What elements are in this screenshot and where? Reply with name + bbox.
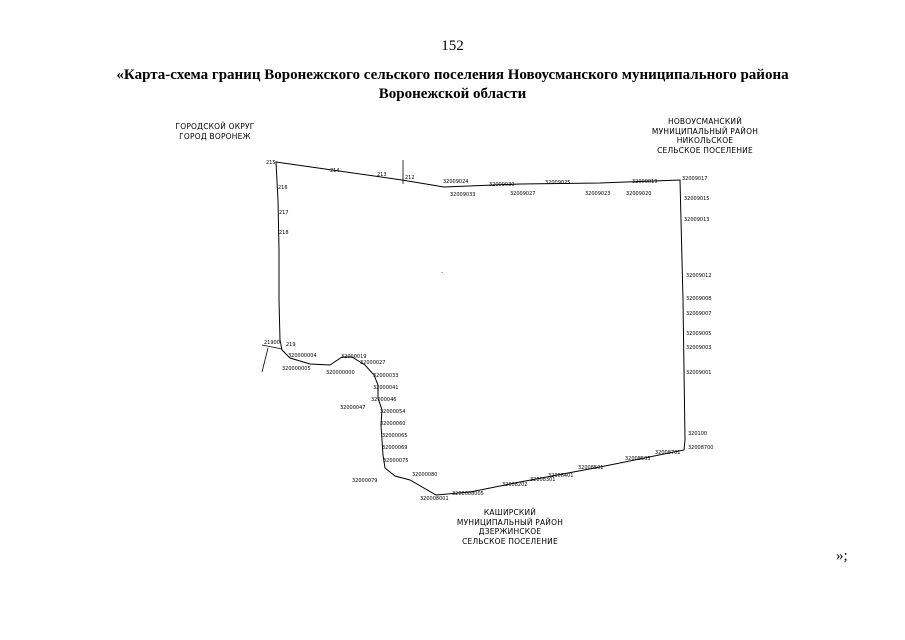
point-32000033: 32000033 [373, 373, 399, 379]
point-3200008005: 3200008005 [452, 491, 484, 497]
closing-quote: »; [836, 548, 848, 564]
point-32009030: 32009030 [489, 182, 515, 188]
point-32009007: 32009007 [686, 311, 712, 317]
region-dzerzhinskoe-line-2: МУНИЦИПАЛЬНЫЙ РАЙОН [456, 517, 564, 527]
region-nikolskoe-line-3: НИКОЛЬСКОЕ [676, 136, 734, 145]
point-320000004: 320000004 [288, 353, 317, 359]
point-32009020: 32009020 [626, 191, 652, 197]
region-nikolskoe-line-4: СЕЛЬСКОЕ ПОСЕЛЕНИЕ [657, 145, 753, 155]
point-32009019: 32009019 [632, 179, 658, 185]
title-line-2: Воронежской области [378, 86, 527, 102]
region-nikolskoe-line-2: МУНИЦИПАЛЬНЫЙ РАЙОН [651, 126, 759, 136]
point-32000060: 32000060 [380, 421, 406, 427]
settlement-boundary [276, 162, 685, 495]
point-32009003: 32009003 [686, 345, 712, 351]
point-218: 218 [279, 230, 289, 236]
point-32009023: 32009023 [585, 191, 611, 197]
point-32009027: 32009027 [510, 191, 536, 197]
point-32009025: 32009025 [545, 180, 571, 186]
point-219: 219 [286, 342, 296, 348]
point-32009015: 32009015 [684, 196, 710, 202]
point-32000041: 32000041 [373, 385, 399, 391]
region-dzerzhinskoe-line-1: КАШИРСКИЙ [483, 508, 537, 517]
point-320000000: 320000000 [326, 370, 355, 376]
center-mark: · [441, 269, 444, 277]
point-320100: 320100 [688, 431, 708, 437]
point-32000069: 32000069 [382, 445, 408, 451]
point-32000075: 32000075 [383, 458, 409, 464]
point-32008701: 32008701 [655, 450, 681, 456]
title-line-1: «Карта-схема границ Воронежского сельского поселения Новоусманского муниципального района [116, 67, 789, 83]
point-32000065: 32000065 [382, 433, 408, 439]
region-dzerzhinskoe-line-4: СЕЛЬСКОЕ ПОСЕЛЕНИЕ [462, 536, 558, 546]
point-32000079: 32000079 [352, 478, 378, 484]
point-320008001: 320008001 [420, 496, 449, 502]
point-32009005: 32009005 [686, 331, 712, 337]
region-voronezh-line-1: ГОРОДСКОЙ ОКРУГ [175, 122, 255, 131]
point-32008501: 32008501 [578, 465, 604, 471]
point-32000027: 32000027 [360, 360, 386, 366]
point-32009017: 32009017 [682, 176, 708, 182]
point-215: 215 [266, 160, 276, 166]
point-32009001: 32009001 [686, 370, 712, 376]
page-number: 152 [441, 38, 464, 54]
point-32009013: 32009013 [684, 217, 710, 223]
point-216: 216 [278, 185, 288, 191]
point-320000005: 320000005 [282, 366, 311, 372]
point-32009008: 32009008 [686, 296, 712, 302]
point-32000019: 32000019 [341, 354, 367, 360]
point-32008202: 32008202 [502, 482, 528, 488]
point-32000054: 32000054 [380, 409, 406, 415]
point-32009033: 32009033 [450, 192, 476, 198]
point-32009024: 32009024 [443, 179, 469, 185]
point-214: 214 [330, 168, 340, 174]
region-voronezh-line-2: ГОРОД ВОРОНЕЖ [179, 131, 251, 141]
region-nikolskoe-line-1: НОВОУСМАНСКИЙ [667, 117, 743, 126]
point-21900: 21900 [264, 340, 280, 346]
point-32000080: 32000080 [412, 472, 438, 478]
boundary-tick-21900 [262, 348, 268, 372]
point-32000046: 32000046 [371, 397, 397, 403]
point-217: 217 [279, 210, 289, 216]
point-32008401: 32008401 [548, 473, 574, 479]
point-32000047: 32000047 [340, 405, 366, 411]
point-32008503: 32008503 [625, 456, 651, 462]
point-212: 212 [405, 175, 415, 181]
point-32009012: 32009012 [686, 273, 712, 279]
point-32008301: 32008301 [530, 477, 556, 483]
point-32008700: 32008700 [688, 445, 714, 451]
point-213: 213 [377, 172, 387, 178]
region-dzerzhinskoe-line-3: ДЗЕРЖИНСКОЕ [478, 527, 542, 536]
